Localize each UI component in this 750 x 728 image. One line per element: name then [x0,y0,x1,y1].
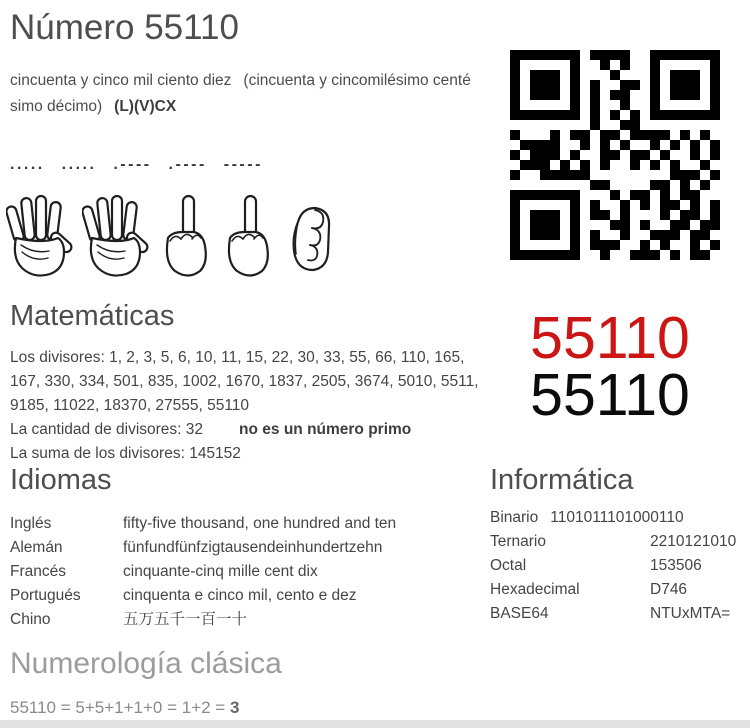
bottom-divider [0,720,750,728]
hand-one-icon [220,194,274,282]
row-value: cinquenta e cinco mil, cento e dez [123,587,357,604]
table-row [10,536,482,560]
divisors-label: Los divisores: [10,349,105,366]
divisors-list: 1, 2, 3, 5, 6, 10, 11, 15, 22, 30, 33, 55, 66, 110, 165, 167, 330, 334, 501, 835, 1002, 1670, 1837, 2505, 3674, 5010, 5511, 9185, 11022, 18370, 27555, 55110 [10,349,479,414]
number-display-black: 55110 [530,362,690,428]
table-row [490,554,750,578]
numerology-equation: 55110 = 5+5+1+1+0 = 1+2 = [10,698,226,717]
numerologia-heading: Numerología clásica [10,647,282,680]
row-value: cinquante-cinq mille cent dix [123,563,318,580]
row-label: BASE64 [490,605,549,622]
row-label: Ternario [490,533,546,550]
idiomas-heading: Idiomas [10,464,112,496]
languages-table [10,512,482,632]
row-value: fünfundfünfzigtausendeinhundertzehn [123,539,383,556]
section-matematicas [10,298,482,466]
table-row [490,602,750,626]
row-value: fifty-five thousand, one hundred and ten [123,515,397,532]
row-value: 1101011101000110 [550,509,684,526]
table-row [490,578,750,602]
row-label: Octal [490,557,527,574]
table-row [10,584,482,608]
morse-code: ..... ..... .---- .---- ----- [10,156,263,173]
numerology-formula [10,698,730,718]
divisor-count-line [10,418,482,442]
row-value: D746 [650,581,688,598]
section-idiomas [10,462,482,632]
divisor-count: La cantidad de divisores: 32 [10,421,204,438]
row-label: Portugués [10,587,81,604]
row-value: 153506 [650,557,702,574]
row-label: Alemán [10,539,63,556]
number-ordinal: (cincuenta y cincomilésimo centésimo décimo) [10,72,471,115]
encodings-table [490,506,750,626]
hand-one-icon [158,194,212,282]
matematicas-heading: Matemáticas [10,300,175,332]
hand-five-icon [82,194,150,282]
roman-numeral: (L)(V)CX [114,98,177,115]
hand-five-icon [6,194,74,282]
table-row [490,530,750,554]
section-numerologia [10,646,730,718]
row-label: Chino [10,611,51,628]
numerology-result: 3 [229,698,240,717]
table-row [10,512,482,536]
divisor-sum: La suma de los divisores: 145152 [10,445,241,462]
number-words: cincuenta y cinco mil ciento diez [10,72,232,89]
prime-note: no es un número primo [239,421,412,438]
table-row [10,560,482,584]
qr-code-image [510,50,720,260]
row-label: Hexadecimal [490,581,580,598]
row-label: Inglés [10,515,52,532]
number-name-line [10,68,474,120]
row-label: Binario [490,509,539,526]
row-value: NTUxMTA= [650,605,731,622]
hand-signs [6,190,338,282]
big-number-display [490,305,730,428]
hand-fist-icon [282,194,338,282]
page-title: Número 55110 [10,8,239,47]
row-label: Francés [10,563,66,580]
divisors-text [10,346,482,418]
number-display-red: 55110 [530,305,690,371]
section-informatica [490,462,750,626]
table-row [490,506,750,530]
informatica-heading: Informática [490,464,634,496]
table-row [10,608,482,632]
row-value: 五万五千一百一十 [123,611,248,628]
row-value: 2210121010 [650,533,737,550]
